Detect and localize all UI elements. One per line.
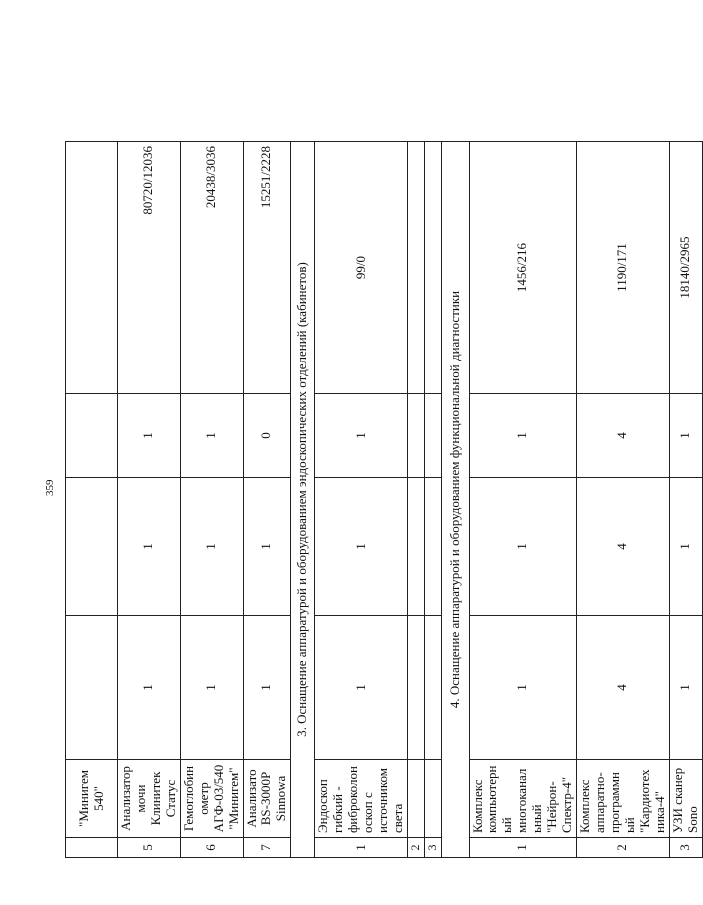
section-4-header: 4. Оснащение аппаратурой и оборудованием функциональной диагностики: [441, 142, 469, 858]
section-header-row: [441, 142, 469, 858]
cell-num: 5: [118, 838, 181, 858]
cell-c2: 1: [243, 478, 291, 616]
cell-c3: 1: [315, 394, 408, 478]
cell-c3: 1: [669, 394, 702, 478]
cell-c4: [424, 142, 441, 394]
cell-c1: 1: [315, 616, 408, 760]
cell-num: 3: [669, 838, 702, 858]
cell-c1: 1: [118, 616, 181, 760]
table-row: [577, 142, 670, 858]
cell-name: Комплекс компьютерный многоканальный "Нейрон-Спектр-4": [469, 760, 577, 838]
table-row: [118, 142, 181, 858]
cell-c3: 4: [577, 394, 670, 478]
equipment-table: [65, 141, 703, 858]
cell-num: 1: [315, 838, 408, 858]
table-row-continued: [66, 142, 118, 858]
cell-c4: 18140/2965: [669, 142, 702, 394]
cell-c1: 1: [469, 616, 577, 760]
table-row: [669, 142, 702, 858]
table-row: [407, 142, 424, 858]
cell-c4: 20438/3036: [180, 142, 243, 394]
cell-c3: [66, 394, 118, 478]
rotated-table-wrapper: [65, 142, 700, 858]
table-row: [315, 142, 408, 858]
cell-c1: 1: [243, 616, 291, 760]
cell-c4: 15251/2228: [243, 142, 291, 394]
cell-c4: 1190/171: [577, 142, 670, 394]
cell-c3: [424, 394, 441, 478]
table-row: [424, 142, 441, 858]
cell-c2: [424, 478, 441, 616]
cell-c2: 1: [118, 478, 181, 616]
cell-c1: 4: [577, 616, 670, 760]
cell-c2: [66, 478, 118, 616]
cell-c3: 0: [243, 394, 291, 478]
cell-name: УЗИ сканер Sono: [669, 760, 702, 838]
cell-c4: 80720/12036: [118, 142, 181, 394]
cell-num: 7: [243, 838, 291, 858]
cell-name: [407, 760, 424, 838]
cell-c2: 1: [180, 478, 243, 616]
cell-c1: [66, 616, 118, 760]
cell-c3: 1: [469, 394, 577, 478]
cell-c4: [407, 142, 424, 394]
cell-c1: 1: [669, 616, 702, 760]
cell-c4: 1456/216: [469, 142, 577, 394]
cell-c3: 1: [180, 394, 243, 478]
section-header-row: [291, 142, 315, 858]
page-number: 359: [44, 479, 56, 496]
cell-c4: [66, 142, 118, 394]
cell-name: Эндоскоп гибкий - фиброколоноскоп с источником света: [315, 760, 408, 838]
cell-name: Комплекс аппаратно-программный "Кардиотехника-4": [577, 760, 670, 838]
table-row: [180, 142, 243, 858]
cell-name: Гемоглобинометр АГФ-03/540 "Минигем": [180, 760, 243, 838]
cell-name: Анализатор мочи Клинитек Статус: [118, 760, 181, 838]
cell-c1: [424, 616, 441, 760]
cell-c4: 99/0: [315, 142, 408, 394]
cell-c3: 1: [118, 394, 181, 478]
cell-c2: 1: [469, 478, 577, 616]
cell-num: 6: [180, 838, 243, 858]
cell-c2: 1: [315, 478, 408, 616]
cell-c3: [407, 394, 424, 478]
cell-c2: 4: [577, 478, 670, 616]
cell-name: [424, 760, 441, 838]
cell-num: [66, 838, 118, 858]
cell-c2: 1: [669, 478, 702, 616]
cell-num: 2: [407, 838, 424, 858]
cell-name: "Минигем 540": [66, 760, 118, 838]
cell-c1: 1: [180, 616, 243, 760]
table-row: [469, 142, 577, 858]
cell-num: 1: [469, 838, 577, 858]
cell-c2: [407, 478, 424, 616]
table-row: [243, 142, 291, 858]
cell-c1: [407, 616, 424, 760]
section-3-header: 3. Оснащение аппаратурой и оборудованием эндоскопических отделений (кабинетов): [291, 142, 315, 858]
cell-num: 3: [424, 838, 441, 858]
cell-name: Анализато BS-3000P Sinnowa: [243, 760, 291, 838]
cell-num: 2: [577, 838, 670, 858]
